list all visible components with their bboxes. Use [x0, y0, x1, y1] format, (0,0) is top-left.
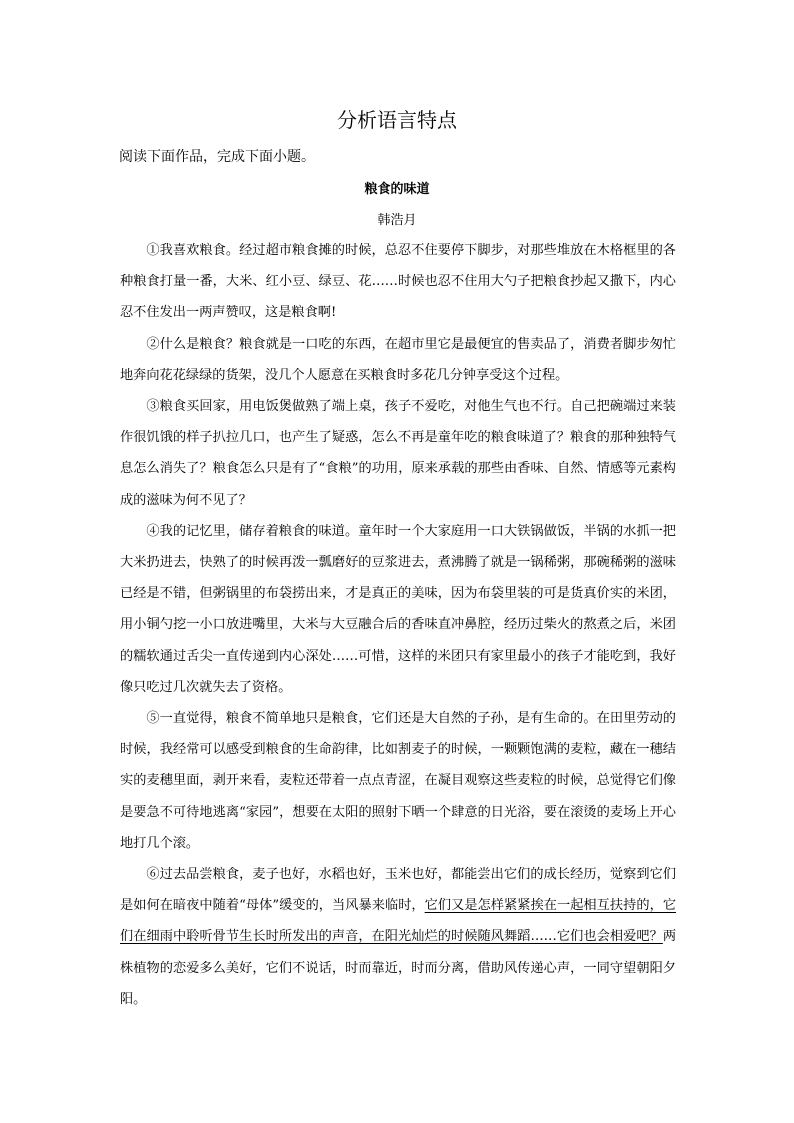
page-title: 分析语言特点: [337, 108, 457, 132]
instruction-text: 阅读下面作品，完成下面小题。: [119, 149, 315, 165]
essay-title: 粮食的味道: [364, 182, 430, 197]
underlined-sentence: 它们又是怎样紧紧挨在一起相互扶持的，它们在细雨中聆听骨节生长时所发出的声音，在阳光灿烂的时候随风舞蹈……它们也会相爱吧？: [120, 898, 677, 945]
paragraph-2: ②什么是粮食？粮食就是一口吃的东西，在超市里它是最便宜的售卖品了，消费者脚步匆忙地奔向花花绿绿的货架，没几个人愿意在买粮食时多花几分钟享受这个过程。: [120, 336, 676, 383]
paragraph-6: [120, 859, 676, 1015]
paragraph-3: ③粮食买回家，用电饭煲做熟了端上桌，孩子不爱吃，对他生气也不行。自己把碗端过来装作很饥饿的样子扒拉几口，也产生了疑惑，怎么不再是童年吃的粮食味道了？粮食的那种独特气息怎么消失了？粮食怎么只是有了“食粮”的功用，原来承载的那些由香味、自然、情感等元素构成的滋味为何不见了？: [120, 399, 676, 508]
essay-body: [120, 235, 676, 1015]
paragraph-1: ①我喜欢粮食。经过超市粮食摊的时候，总忍不住要停下脚步，对那些堆放在木格框里的各种粮食打量一番，大米、红小豆、绿豆、花……时候也忍不住用大勺子把粮食抄起又撒下，内心忍不住发出一两声赞叹，这是粮食啊!: [120, 243, 676, 321]
paragraph-6-outro: 两株植物的恋爱多么美好，它们不说话，时而靠近，时而分离，借助风传递心声，一同守望朝阳夕阳。: [120, 929, 676, 1007]
essay-author: 韩浩月: [377, 213, 417, 228]
paragraph-6-intro: ⑥过去品尝粮食，麦子也好，水稻也好，玉米也好，都能尝出它们的成长经历，觉察到它们是如何在暗夜中随着“母体”缓变的，当风暴来临时，: [120, 867, 676, 914]
paragraph-4: ④我的记忆里，储存着粮食的味道。童年时一个大家庭用一口大铁锅做饭，半锅的水抓一把大米扔进去，快熟了的时候再泼一瓢磨好的豆浆进去，煮沸腾了就是一锅稀粥，那碗稀粥的滋味已经是不错，但粥锅里的布袋捞出来，才是真正的美味，因为布袋里装的可是货真价实的米团，用小铜勺挖一小口放进嘴里，大米与大豆融合后的香味直冲鼻腔，经历过柴火的熬煮之后，米团的糯软通过舌尖一直传递到内心深处……可惜，这样的米团只有家里最小的孩子才能吃到，我好像只吃过几次就失去了资格。: [120, 523, 676, 695]
paragraph-5: ⑤一直觉得，粮食不简单地只是粮食，它们还是大自然的子孙，是有生命的。在田里劳动的时候，我经常可以感受到粮食的生命韵律，比如割麦子的时候，一颗颗饱满的麦粒，藏在一穗结实的麦穗里面，剥开来看，麦粒还带着一点点青涩，在凝目观察这些麦粒的时候，总觉得它们像是要急不可待地逃离“家园”，想要在太阳的照射下晒一个肆意的日光浴，要在滚烫的麦场上开心地打几个滚。: [120, 711, 676, 851]
